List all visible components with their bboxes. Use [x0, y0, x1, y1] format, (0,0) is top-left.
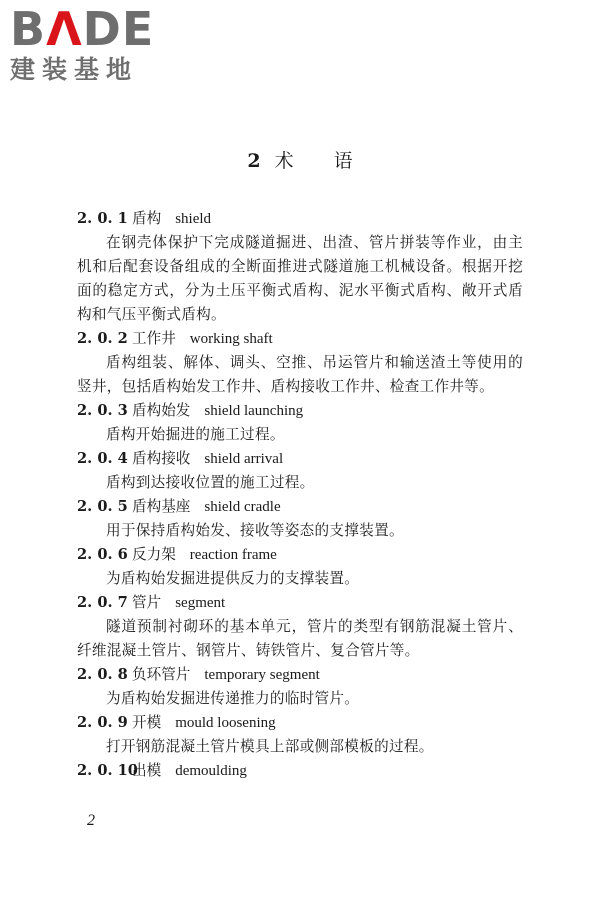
term-heading: [77, 447, 523, 471]
term-number: 2. 0. 9: [77, 714, 128, 731]
term-definition: 打开钢筋混凝土管片模具上部或侧部模板的过程。: [106, 738, 434, 755]
term-definition: 盾构组装、解体、调头、空推、吊运管片和输送渣土等使用的竖井，包括盾构始发工作井、盾构接收工作井、检查工作井等。: [77, 354, 523, 395]
term-2-0-7: [77, 591, 523, 663]
term-chinese: 开模: [132, 714, 162, 731]
term-heading: [77, 327, 523, 351]
term-english: segment: [175, 595, 226, 611]
term-chinese: 工作井: [132, 330, 176, 347]
term-number: 2. 0. 8: [77, 666, 128, 683]
term-2-0-6: [77, 543, 523, 591]
term-definition: 在钢壳体保护下完成隧道掘进、出渣、管片拼装等作业，由主机和后配套设备组成的全断面推进式隧道施工机械设备。根据开挖面的稳定方式，分为土压平衡式盾构、泥水平衡式盾构、敞开式盾构和气压平衡式盾构。: [77, 234, 523, 323]
term-2-0-10: [77, 759, 523, 783]
term-english: shield: [175, 211, 212, 227]
term-chinese: 管片: [132, 594, 162, 611]
term-heading: [77, 207, 523, 231]
logo-wordmark: [10, 4, 180, 54]
logo-wordmark-post: DE: [82, 2, 155, 56]
term-english: mould loosening: [175, 715, 276, 731]
page-number: 2: [87, 812, 95, 829]
term-heading: [77, 495, 523, 519]
term-2-0-1: [77, 207, 523, 327]
chapter-title-part1: 术: [274, 150, 294, 172]
term-definition: 为盾构始发掘进传递推力的临时管片。: [106, 690, 360, 707]
term-heading: [77, 591, 523, 615]
term-definition: 盾构到达接收位置的施工过程。: [106, 474, 315, 491]
term-number: 2. 0. 6: [77, 546, 128, 563]
chapter-title-part2: 语: [333, 150, 353, 172]
term-heading: [77, 399, 523, 423]
terms-list: [77, 207, 523, 783]
term-2-0-8: [77, 663, 523, 711]
logo-wordmark-accent: Λ: [46, 2, 83, 56]
term-2-0-4: [77, 447, 523, 495]
term-heading: [77, 543, 523, 567]
term-2-0-5: [77, 495, 523, 543]
term-chinese: 负环管片: [132, 666, 191, 683]
chapter-number: 2: [247, 150, 261, 172]
term-number: 2. 0. 4: [77, 450, 128, 467]
term-heading: [77, 711, 523, 735]
term-english: working shaft: [189, 331, 273, 347]
term-number: 2. 0. 10: [77, 762, 138, 779]
term-chinese: 盾构接收: [132, 450, 191, 467]
term-number: 2. 0. 5: [77, 498, 128, 515]
term-definition: 为盾构始发掘进提供反力的支撑装置。: [106, 570, 360, 587]
bade-logo: [10, 4, 180, 88]
term-2-0-9: [77, 711, 523, 759]
term-number: 2. 0. 2: [77, 330, 128, 347]
term-chinese: 出模: [132, 762, 162, 779]
term-english: demoulding: [175, 763, 247, 779]
term-english: shield cradle: [204, 499, 281, 515]
term-2-0-3: [77, 399, 523, 447]
term-english: shield launching: [204, 403, 304, 419]
term-chinese: 盾构始发: [132, 402, 191, 419]
term-definition: 用于保持盾构始发、接收等姿态的支撑装置。: [106, 522, 404, 539]
term-chinese: 盾构: [132, 210, 162, 227]
term-english: temporary segment: [204, 667, 320, 683]
term-number: 2. 0. 1: [77, 210, 128, 227]
term-english: shield arrival: [204, 451, 284, 467]
term-definition: 盾构开始掘进的施工过程。: [106, 426, 285, 443]
term-number: 2. 0. 3: [77, 402, 128, 419]
term-heading: [77, 759, 523, 783]
term-heading: [77, 663, 523, 687]
term-chinese: 反力架: [132, 546, 176, 563]
term-definition: 隧道预制衬砌环的基本单元，管片的类型有钢筋混凝土管片、纤维混凝土管片、钢管片、铸铁管片、复合管片等。: [77, 618, 523, 659]
term-2-0-2: [77, 327, 523, 399]
chapter-title: [0, 148, 600, 174]
term-number: 2. 0. 7: [77, 594, 128, 611]
term-chinese: 盾构基座: [132, 498, 191, 515]
logo-subtitle: 建装基地: [10, 55, 139, 84]
logo-wordmark-pre: B: [10, 2, 47, 56]
term-english: reaction frame: [189, 547, 277, 563]
